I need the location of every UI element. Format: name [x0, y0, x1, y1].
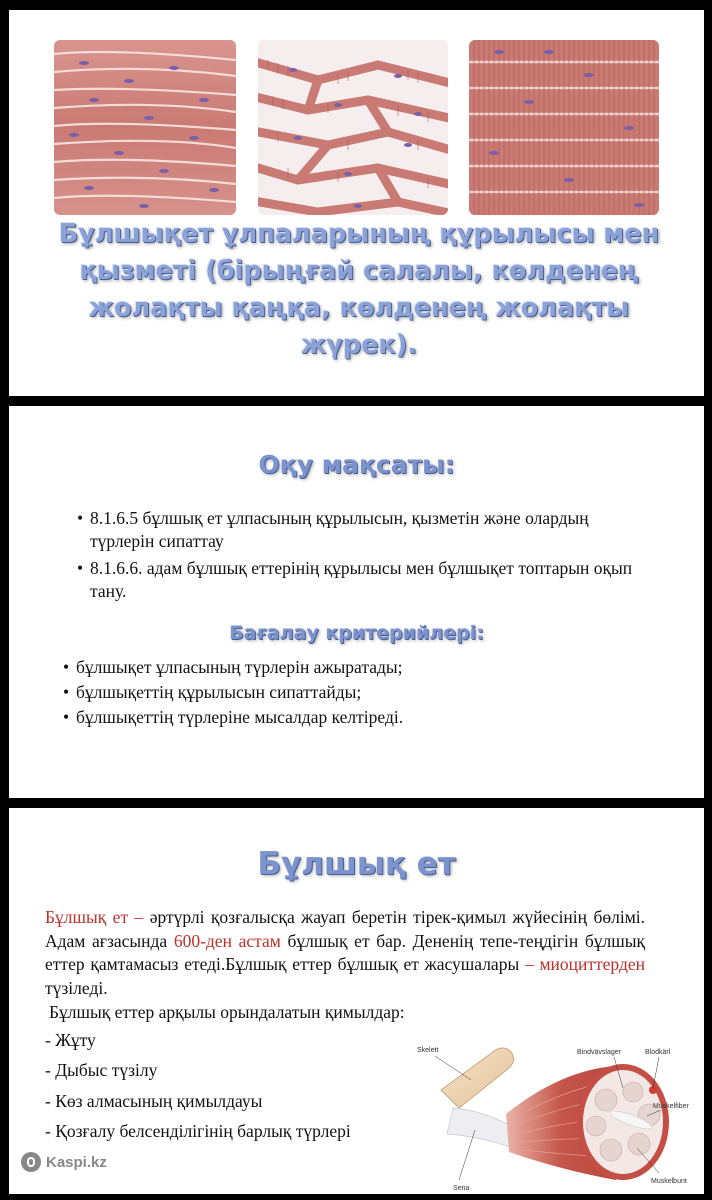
movements-heading: Бұлшық еттер арқылы орындалатын қимылдар:: [49, 1002, 405, 1022]
label-sena: Sena: [453, 1185, 470, 1192]
movement-item: - Жұту: [45, 1030, 96, 1050]
bullet-icon: •: [63, 707, 70, 727]
movement-item: - Қозғалу белсенділігінің барлық түрлері: [45, 1121, 351, 1141]
criteria-item: • бұлшықеттің түрлеріне мысалдар келтіреді.: [63, 707, 404, 727]
label-muskelfiber: Muskelfiber: [653, 1103, 689, 1110]
term-highlight: Бұлшық ет –: [45, 907, 144, 927]
bullet-icon: •: [63, 682, 70, 702]
smooth-muscle-image: [54, 40, 236, 215]
kaspi-watermark: [21, 1152, 107, 1172]
bullet-icon: •: [77, 558, 84, 578]
myocyte-highlight: – миоциттерден: [524, 954, 645, 974]
label-bindvav: Bindvävslager: [577, 1049, 621, 1056]
slide-title-text: Бұлшықет ұлпаларының құрылысы мен қызметі (бірыңғай салалы, көлденең жолақты қаңқа, көлденең жолақты жүрек).: [58, 219, 660, 360]
goal-item: • 8.1.6.5 бұлшық ет ұлпасының құрылысын, қызметін және олардың түрлерін сипаттау: [77, 508, 589, 551]
slide-muscle: [9, 808, 704, 1194]
slide-title: [9, 10, 704, 396]
label-skelett: Skelett: [417, 1047, 439, 1054]
criteria-heading: Бағалау критерийлері:: [229, 622, 484, 644]
kaspi-logo-icon: [21, 1152, 41, 1172]
muscle-anatomy-diagram: [401, 1030, 701, 1194]
bullet-icon: •: [77, 508, 84, 528]
kaspi-watermark-text: Kaspi.kz: [46, 1153, 107, 1171]
goal-item: • 8.1.6.6. адам бұлшық еттерінің құрылысы мен бұлшықет топтарын оқып тану.: [77, 558, 633, 601]
criteria-item: • бұлшықет ұлпасының түрлерін ажыратады;: [63, 657, 403, 677]
skeletal-muscle-image: [469, 40, 659, 215]
count-highlight: 600-ден астам: [173, 930, 281, 951]
slide-objectives: [9, 406, 704, 798]
label-muskelbunt: Muskelbunt: [651, 1178, 687, 1185]
cardiac-muscle-image: [258, 40, 448, 215]
muscle-heading: Бұлшық ет: [257, 846, 456, 882]
muscle-definition-paragraph: Бұлшық ет – әртүрлі қозғалысқа жауап беретін тірек-қимыл жүйесінің бөлімі. Адам ағзасында 600-ден астам бұлшық ет бар. Дененің тепе-теңдігін бұлшық еттер қамтамасыз етеді.Бұлшық еттер бұлшық ет жасушалары – миоциттерден түзіледі.: [45, 907, 646, 998]
criteria-item: • бұлшықеттің құрылысын сипаттайды;: [63, 682, 362, 702]
label-blodkarl: Blodkärl: [645, 1049, 671, 1056]
movement-item: - Дыбыс түзілу: [45, 1060, 158, 1080]
goal-heading: Оқу мақсаты:: [258, 450, 455, 479]
bullet-icon: •: [63, 657, 70, 677]
movement-item: - Көз алмасының қимылдауы: [45, 1091, 263, 1111]
